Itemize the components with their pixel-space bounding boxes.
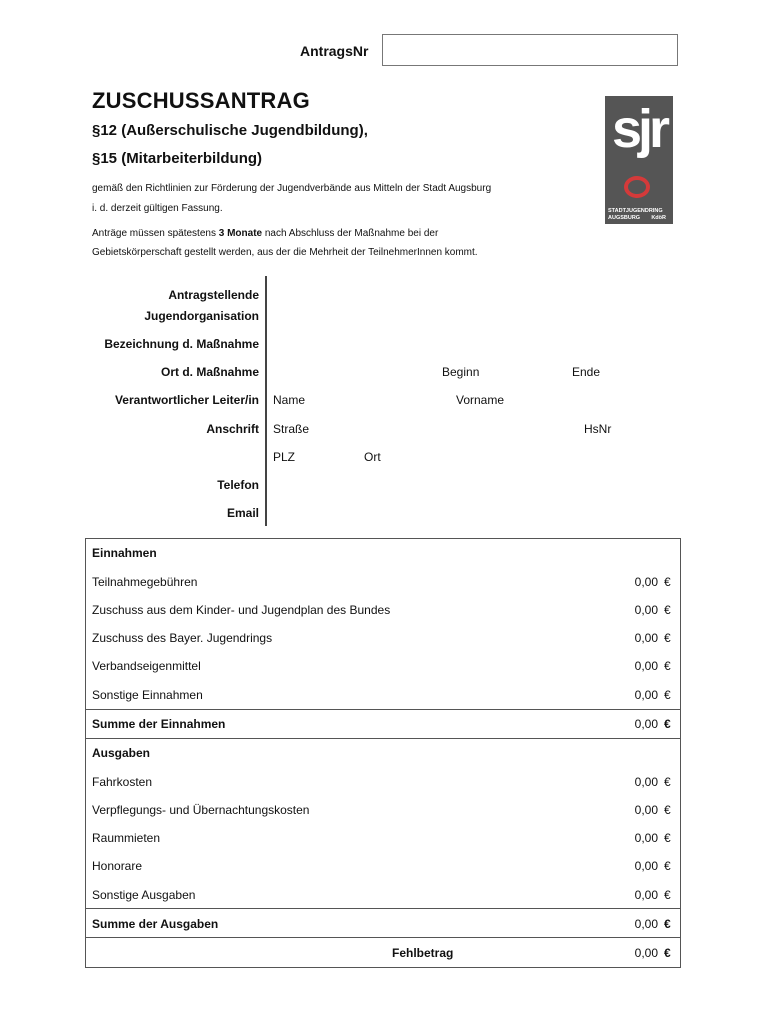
beginn-label: Beginn — [442, 365, 480, 379]
antragsnr-field[interactable] — [382, 34, 678, 66]
ort-label: Ort — [364, 450, 381, 464]
einnahmen-title: Einnahmen — [92, 546, 157, 560]
ausgaben-row-label: Honorare — [92, 859, 143, 873]
einnahmen-row-label: Teilnahmegebühren — [92, 575, 198, 589]
summe-einnahmen-amount: 0,00 — [634, 717, 658, 731]
currency-symbol: € — [664, 603, 671, 617]
currency-symbol: € — [664, 688, 671, 702]
sjr-logo — [605, 96, 673, 224]
logo-label-2 — [608, 215, 670, 221]
currency-symbol: € — [664, 803, 671, 817]
hsnr-label: HsNr — [584, 422, 612, 436]
currency-symbol: € — [664, 946, 671, 960]
logo-text: sjr — [611, 99, 667, 159]
summe-einnahmen-label: Summe der Einnahmen — [92, 717, 226, 731]
fehlbetrag-amount: 0,00 — [634, 946, 658, 960]
ausgaben-row-label: Verpflegungs- und Übernachtungskosten — [92, 803, 310, 817]
currency-symbol: € — [664, 831, 671, 845]
name-label: Name — [273, 393, 306, 407]
anschrift-label: Anschrift — [206, 422, 259, 436]
einnahmen-row-amount[interactable]: 0,00 — [634, 631, 658, 645]
currency-symbol: € — [664, 575, 671, 589]
ausgaben-title: Ausgaben — [92, 746, 151, 760]
form-divider — [265, 276, 267, 526]
divider — [85, 908, 681, 909]
einnahmen-row-amount[interactable]: 0,00 — [634, 688, 658, 702]
intro-line-2: i. d. derzeit gültigen Fassung. — [92, 203, 223, 214]
intro-line-4: Gebietskörperschaft gestellt werden, aus der die Mehrheit der TeilnehmerInnen kommt. — [92, 247, 478, 258]
page-title: ZUSCHUSSANTRAG — [92, 88, 310, 113]
fehlbetrag-label: Fehlbetrag — [392, 946, 454, 960]
intro-line-3 — [92, 228, 438, 239]
summe-ausgaben-label: Summe der Ausgaben — [92, 917, 219, 931]
logo-label-2a: AUGSBURG — [608, 215, 641, 221]
ausgaben-row-label: Sonstige Ausgaben — [92, 888, 196, 902]
logo-label-1: STADTJUGENDRING — [608, 208, 663, 214]
currency-symbol: € — [664, 888, 671, 902]
ausgaben-row-amount[interactable]: 0,00 — [634, 803, 658, 817]
vorname-label: Vorname — [456, 393, 505, 407]
logo-label-2b: KdöR — [651, 215, 666, 221]
einnahmen-row-label: Sonstige Einnahmen — [92, 688, 203, 702]
divider — [85, 709, 681, 710]
summe-ausgaben-amount: 0,00 — [634, 917, 658, 931]
ort-massnahme-label: Ort d. Maßnahme — [160, 365, 259, 379]
einnahmen-row-label: Zuschuss des Bayer. Jugendrings — [92, 631, 273, 645]
org-label-1: Antragstellende — [168, 288, 259, 302]
ausgaben-row-amount[interactable]: 0,00 — [634, 775, 658, 789]
strasse-label: Straße — [273, 422, 310, 436]
currency-symbol: € — [664, 659, 671, 673]
ausgaben-row-amount[interactable]: 0,00 — [634, 831, 658, 845]
divider — [85, 738, 681, 739]
massnahme-label: Bezeichnung d. Maßnahme — [104, 337, 259, 351]
org-label-2: Jugendorganisation — [144, 309, 259, 323]
intro-deadline: 3 Monate — [218, 228, 263, 239]
currency-symbol: € — [664, 859, 671, 873]
einnahmen-row-amount[interactable]: 0,00 — [634, 575, 658, 589]
intro-line-1: gemäß den Richtlinien zur Förderung der Jugendverbände aus Mitteln der Stadt Augsburg — [92, 183, 492, 194]
email-label: Email — [226, 506, 259, 520]
einnahmen-row-label: Verbandseigenmittel — [92, 659, 201, 673]
currency-symbol: € — [664, 631, 671, 645]
currency-symbol: € — [664, 917, 671, 931]
intro-line-3-pre: Anträge müssen spätestens — [92, 228, 219, 239]
currency-symbol: € — [664, 717, 671, 731]
ausgaben-row-label: Raummieten — [92, 831, 161, 845]
subtitle-paragraph-12: §12 (Außerschulische Jugendbildung), — [92, 122, 368, 139]
ende-label: Ende — [572, 365, 601, 379]
leiter-label: Verantwortlicher Leiter/in — [114, 393, 259, 407]
ausgaben-row-amount[interactable]: 0,00 — [634, 888, 658, 902]
divider — [85, 937, 681, 938]
antragsnr-label: AntragsNr — [300, 43, 369, 59]
plz-label: PLZ — [273, 450, 296, 464]
currency-symbol: € — [664, 775, 671, 789]
ausgaben-row-amount[interactable]: 0,00 — [634, 859, 658, 873]
telefon-label: Telefon — [217, 478, 259, 492]
einnahmen-row-label: Zuschuss aus dem Kinder- und Jugendplan des Bundes — [92, 603, 391, 617]
einnahmen-row-amount[interactable]: 0,00 — [634, 603, 658, 617]
einnahmen-row-amount[interactable]: 0,00 — [634, 659, 658, 673]
logo-ring-icon — [624, 176, 650, 198]
ausgaben-row-label: Fahrkosten — [92, 775, 153, 789]
subtitle-paragraph-15: §15 (Mitarbeiterbildung) — [92, 150, 263, 167]
intro-line-3-post: nach Abschluss der Maßnahme bei der — [262, 228, 439, 239]
